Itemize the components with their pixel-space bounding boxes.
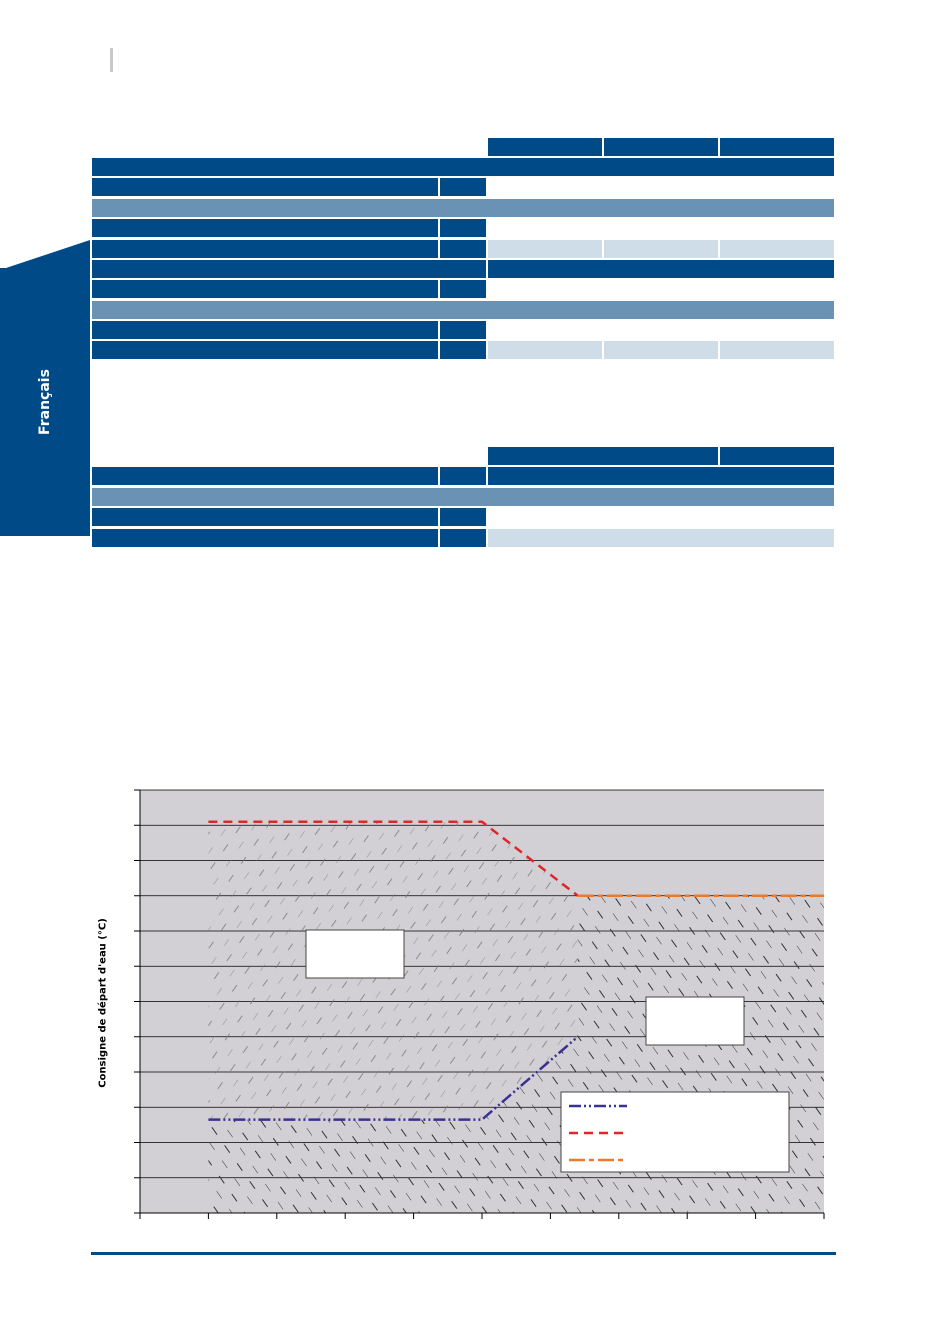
y-axis-label: Consigne de départ d'eau (°C) xyxy=(97,918,109,1088)
language-tab-label: Français xyxy=(37,369,53,435)
legend xyxy=(561,1092,789,1172)
annotation-box-1 xyxy=(306,930,404,978)
annotation-box-2 xyxy=(646,997,744,1045)
footer-rule xyxy=(91,1252,836,1255)
legend-box xyxy=(561,1092,789,1172)
